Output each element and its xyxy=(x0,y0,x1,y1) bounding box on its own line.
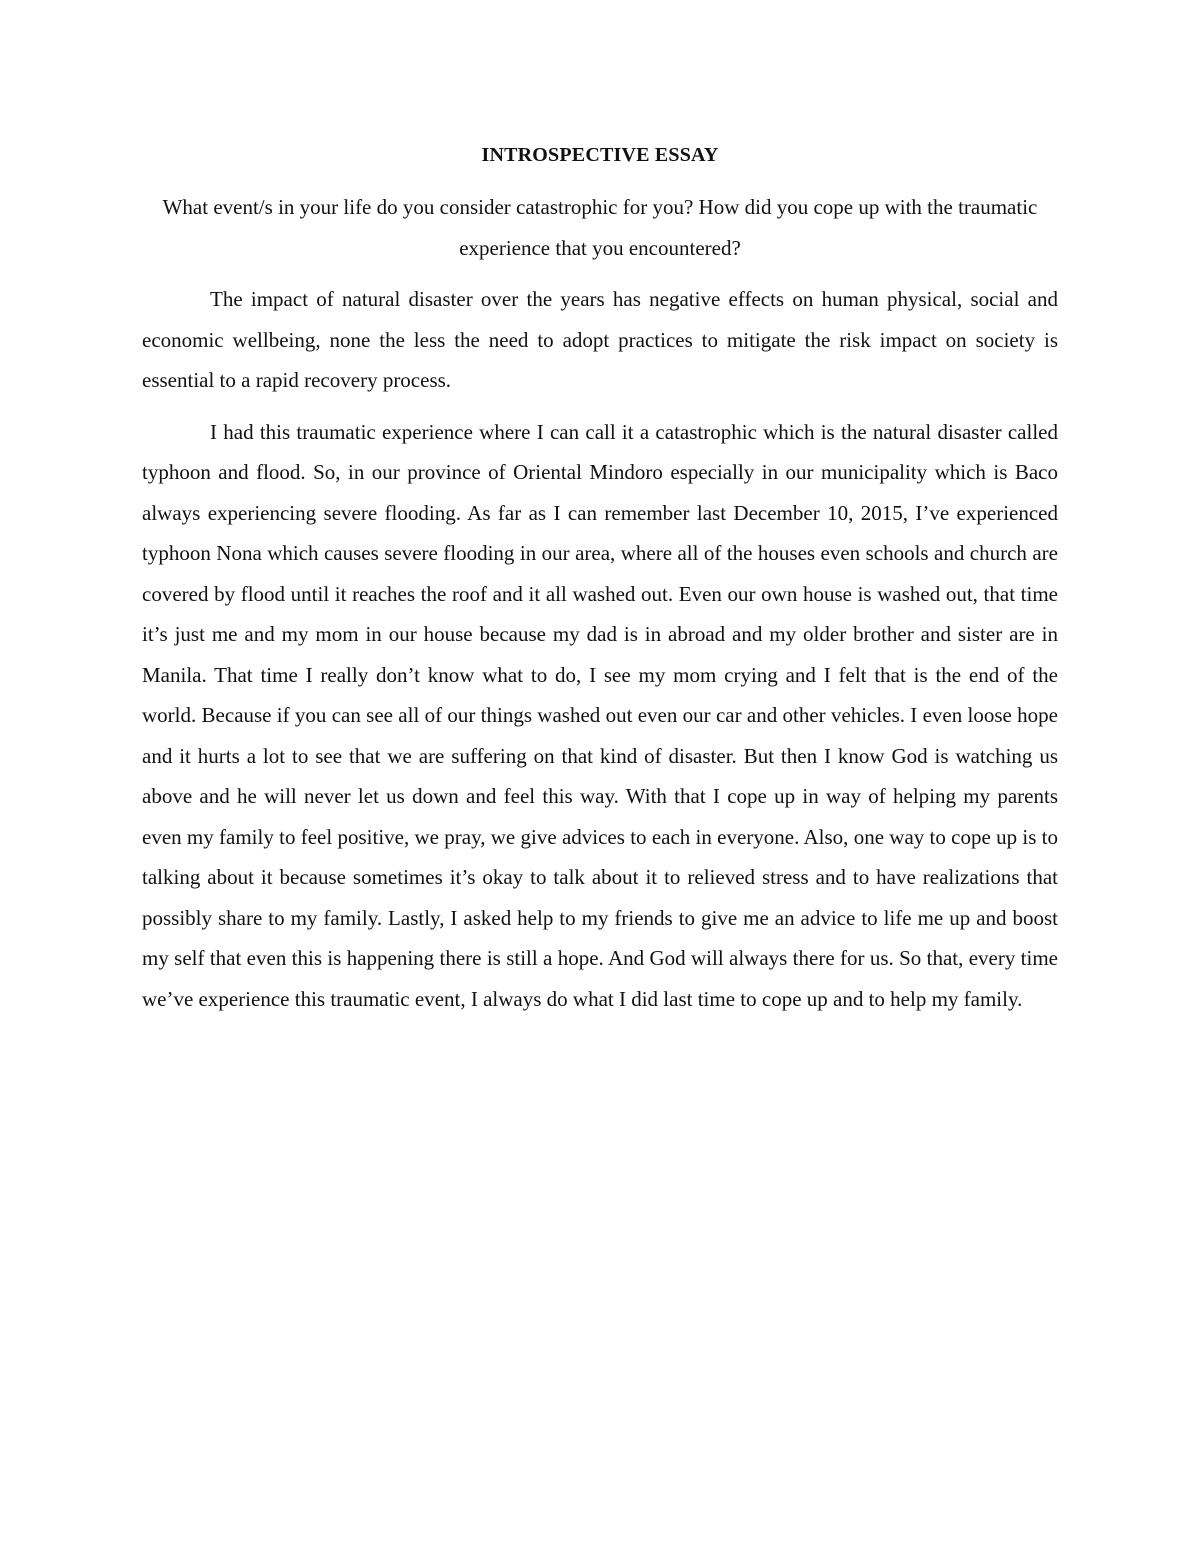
essay-paragraph-1: The impact of natural disaster over the years has negative effects on human physical, social and economic wellbeing, none the less the need to adopt practices to mitigate the risk impact on society is essential to a rapid recovery process. xyxy=(142,287,1058,392)
document-body xyxy=(142,140,1058,1030)
essay-paragraph-2: I had this traumatic experience where I can call it a catastrophic which is the natural disaster called typhoon and flood. So, in our province of Oriental Mindoro especially in our municipality which is Baco always experiencing severe flooding. As far as I can remember last December 10, 2015, I’ve experienced typhoon Nona which causes severe flooding in our area, where all of the houses even schools and church are covered by flood until it reaches the roof and it all washed out. Even our own house is washed out, that time it’s just me and my mom in our house because my dad is in abroad and my older brother and sister are in Manila. That time I really don’t know what to do, I see my mom crying and I felt that is the end of the world. Because if you can see all of our things washed out even our car and other vehicles. I even loose hope and it hurts a lot to see that we are suffering on that kind of disaster. But then I know God is watching us above and he will never let us down and feel this way. With that I cope up in way of helping my parents even my family to feel positive, we pray, we give advices to each in everyone. Also, one way to cope up is to talking about it because sometimes it’s okay to talk about it to relieved stress and to have realizations that possibly share to my family. Lastly, I asked help to my friends to give me an advice to life me up and boost my self that even this is happening there is still a hope. And God will always there for us. So that, every time we’ve experience this traumatic event, I always do what I did last time to cope up and to help my family. xyxy=(142,419,1058,1011)
essay-prompt: What event/s in your life do you consider catastrophic for you? How did you cope up with the traumatic experience that you encountered? xyxy=(162,195,1038,260)
essay-title: INTROSPECTIVE ESSAY xyxy=(481,144,719,166)
